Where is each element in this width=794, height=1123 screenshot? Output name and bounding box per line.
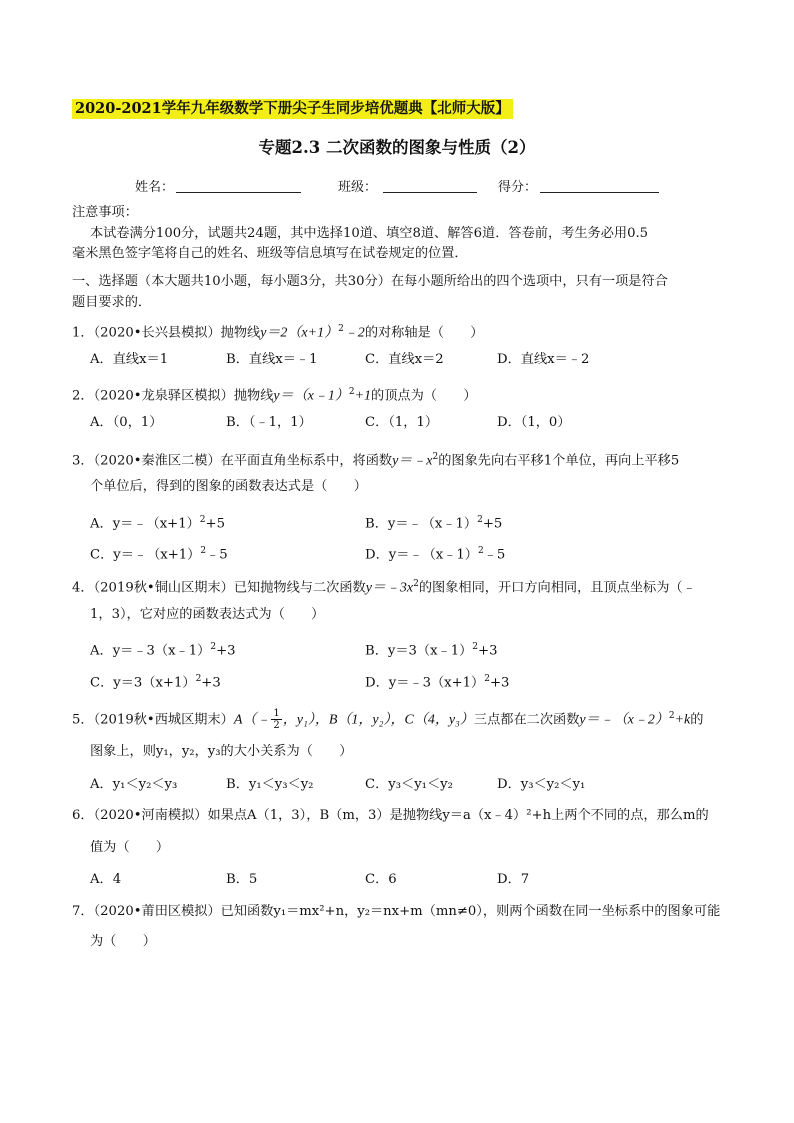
- q4-option-a-tail: +3: [216, 643, 236, 659]
- q3-option-d-text: D．y＝﹣（x﹣1）: [365, 547, 478, 563]
- q5-equation-tail: +k: [674, 712, 691, 728]
- q3-option-b[interactable]: [365, 510, 502, 534]
- q1-equation: y＝2（x+1）: [260, 325, 339, 341]
- q3-option-c-text: C．y＝﹣（x+1）: [90, 547, 201, 563]
- q4-option-d-tail: +3: [489, 675, 510, 691]
- q3-option-a[interactable]: [90, 510, 225, 534]
- q3-option-b-tail: +5: [482, 516, 503, 532]
- q1-exponent: 2: [338, 324, 344, 334]
- q3-option-b-text: B．y＝﹣（x﹣1）: [365, 516, 478, 532]
- section-line-1: 一、选择题（本大题共10小题，每小题3分，共30分）在每小题所给出的四个选项中，只有一项是符合: [72, 274, 668, 289]
- q1-text-a: 1．（2020•长兴县模拟）抛物线: [72, 325, 261, 341]
- q4-option-b-exponent: 2: [472, 642, 479, 652]
- question-5-stem: [72, 706, 732, 731]
- student-info-row: [0, 176, 794, 198]
- q1-text-b: 的对称轴是（ ）: [364, 325, 484, 341]
- q3-option-b-exponent: 2: [477, 515, 483, 525]
- notice-line-1: 本试卷满分100分，试题共24题，其中选择10道、填空8道、解答6道．答卷前，考生务必用0.5: [90, 226, 649, 241]
- q5-point-b: B（1，y₂），: [328, 712, 405, 728]
- q1-equation-tail: ﹣2: [343, 325, 365, 341]
- q4-option-d-text: D．y＝﹣3（x+1）: [365, 675, 485, 691]
- q5-option-a[interactable]: A．y₁＜y₂＜y₃: [90, 777, 178, 792]
- q5-fraction-numerator: 1: [273, 708, 280, 720]
- section-line-2: 题目要求的．: [72, 295, 152, 310]
- q3-option-d-exponent: 2: [477, 546, 484, 556]
- q3-option-c[interactable]: [90, 541, 228, 565]
- q4-text-b: 的图象相同，开口方向相同，且顶点坐标为（﹣: [418, 580, 696, 596]
- question-2-stem: [72, 382, 732, 406]
- q5-exponent: 2: [668, 711, 675, 721]
- notice-heading: 注意事项：: [72, 205, 138, 220]
- q3-option-a-tail: +5: [205, 516, 225, 532]
- q3-exponent: 2: [432, 452, 439, 462]
- q2-option-d[interactable]: D．（1，0）: [497, 415, 571, 430]
- q2-equation: y＝（x﹣1）: [273, 388, 349, 404]
- q3-text-b: 的图象先向右平移1个单位，再向上平移5: [438, 453, 680, 469]
- q5-point-a-tail: ，y₁），: [282, 712, 329, 728]
- q2-text-a: 2．（2020•龙泉驿区模拟）抛物线: [72, 388, 274, 404]
- q5-text-a: 5．（2019秋•西城区期末）: [72, 712, 234, 728]
- question-4-stem: [72, 574, 732, 598]
- question-6-line-2: 值为（ ）: [90, 840, 170, 855]
- q5-option-d[interactable]: D．y₃＜y₂＜y₁: [497, 777, 586, 792]
- q6-option-c[interactable]: C．6: [365, 872, 397, 887]
- q5-option-c[interactable]: C．y₃＜y₁＜y₂: [365, 777, 453, 792]
- q4-option-c-text: C．y＝3（x+1）: [90, 675, 196, 691]
- q2-equation-tail: +1: [354, 388, 372, 404]
- q2-option-b[interactable]: B．（﹣1，1）: [226, 415, 312, 430]
- q6-option-d[interactable]: D．7: [497, 872, 530, 887]
- q3-text-a: 3．（2020•秦淮区二模）在平面直角坐标系中，将函数: [72, 453, 393, 469]
- score-field[interactable]: [540, 192, 659, 193]
- q5-text-c: 的: [690, 712, 704, 728]
- q6-option-a[interactable]: A．4: [90, 872, 122, 887]
- question-3-line-2: 个单位后，得到的图象的函数表达式是（ ）: [90, 479, 367, 494]
- q4-text-a: 4．（2019秋•铜山区期末）已知抛物线与二次函数: [72, 580, 366, 596]
- q1-option-a[interactable]: A．直线x＝1: [90, 352, 169, 367]
- question-1-stem: [72, 319, 732, 343]
- q3-equation: y＝﹣x: [392, 453, 433, 469]
- name-field[interactable]: [176, 192, 301, 193]
- q4-option-c-tail: +3: [201, 675, 221, 691]
- q4-equation: y＝﹣3x: [365, 580, 414, 596]
- q4-option-b-text: B．y＝3（x﹣1）: [365, 643, 473, 659]
- q3-option-a-exponent: 2: [199, 515, 206, 525]
- q4-exponent: 2: [413, 579, 419, 589]
- q4-option-c-exponent: 2: [195, 674, 202, 684]
- q3-option-d-tail: ﹣5: [483, 547, 506, 563]
- q4-option-d[interactable]: [365, 669, 509, 693]
- q3-option-a-text: A．y＝﹣（x+1）: [90, 516, 200, 532]
- q2-exponent: 2: [348, 387, 355, 397]
- q5-point-c: C（4，y₃）: [404, 712, 474, 728]
- question-6-stem: 6．（2020•河南模拟）如果点A（1，3），B（m，3）是抛物线y＝a（x﹣4）²+h上两个不同的点，那么m的: [72, 808, 709, 823]
- q1-option-c[interactable]: C．直线x＝2: [365, 352, 444, 367]
- question-3-stem: [72, 447, 732, 471]
- q5-fraction: [271, 708, 281, 731]
- score-label: 得分：: [498, 180, 538, 195]
- page-title: 专题2.3 二次函数的图象与性质（2）: [258, 138, 536, 157]
- q3-option-d[interactable]: [365, 541, 505, 565]
- class-label: 班级：: [338, 180, 378, 195]
- q4-option-d-exponent: 2: [484, 674, 490, 684]
- q5-equation: y＝﹣（x﹣2）: [579, 712, 669, 728]
- q3-option-c-tail: ﹣5: [206, 547, 228, 563]
- name-label: 姓名：: [135, 180, 175, 195]
- notice-line-2: 毫米黑色签字笔将自己的姓名、班级等信息填写在试卷规定的位置．: [72, 246, 468, 261]
- q4-option-c[interactable]: [90, 669, 221, 693]
- q4-option-b[interactable]: [365, 637, 497, 661]
- q5-option-b[interactable]: B．y₁＜y₃＜y₂: [226, 777, 314, 792]
- q2-text-b: 的顶点为（ ）: [371, 388, 477, 404]
- question-4-line-2: 1，3），它对应的函数表达式为（ ）: [90, 607, 325, 622]
- q5-fraction-denominator: 2: [273, 720, 280, 732]
- q2-option-c[interactable]: C．（1，1）: [365, 415, 439, 430]
- question-7-stem: 7．（2020•莆田区模拟）已知函数y₁＝mx²+n，y₂＝nx+m（mn≠0），则两个函数在同一坐标系中的图象可能: [72, 904, 721, 919]
- q4-option-a-text: A．y＝﹣3（x﹣1）: [90, 643, 211, 659]
- q3-option-c-exponent: 2: [200, 546, 207, 556]
- q6-option-b[interactable]: B．5: [226, 872, 258, 887]
- question-7-line-2: 为（ ）: [90, 934, 156, 949]
- header-banner: 2020-2021学年九年级数学下册尖子生同步培优题典【北师大版】: [72, 99, 513, 119]
- q4-option-b-tail: +3: [478, 643, 498, 659]
- q2-option-a[interactable]: A．（0，1）: [90, 415, 163, 430]
- class-field[interactable]: [383, 192, 477, 193]
- question-5-line-2: 图象上，则y₁，y₂，y₃的大小关系为（ ）: [90, 744, 353, 759]
- q5-point-a: A（﹣: [233, 712, 271, 728]
- q1-option-d[interactable]: D．直线x＝﹣2: [497, 352, 590, 367]
- q5-text-b: 三点都在二次函数: [473, 712, 580, 728]
- q1-option-b[interactable]: B．直线x＝﹣1: [226, 352, 318, 367]
- q4-option-a[interactable]: [90, 637, 236, 661]
- q4-option-a-exponent: 2: [210, 642, 217, 652]
